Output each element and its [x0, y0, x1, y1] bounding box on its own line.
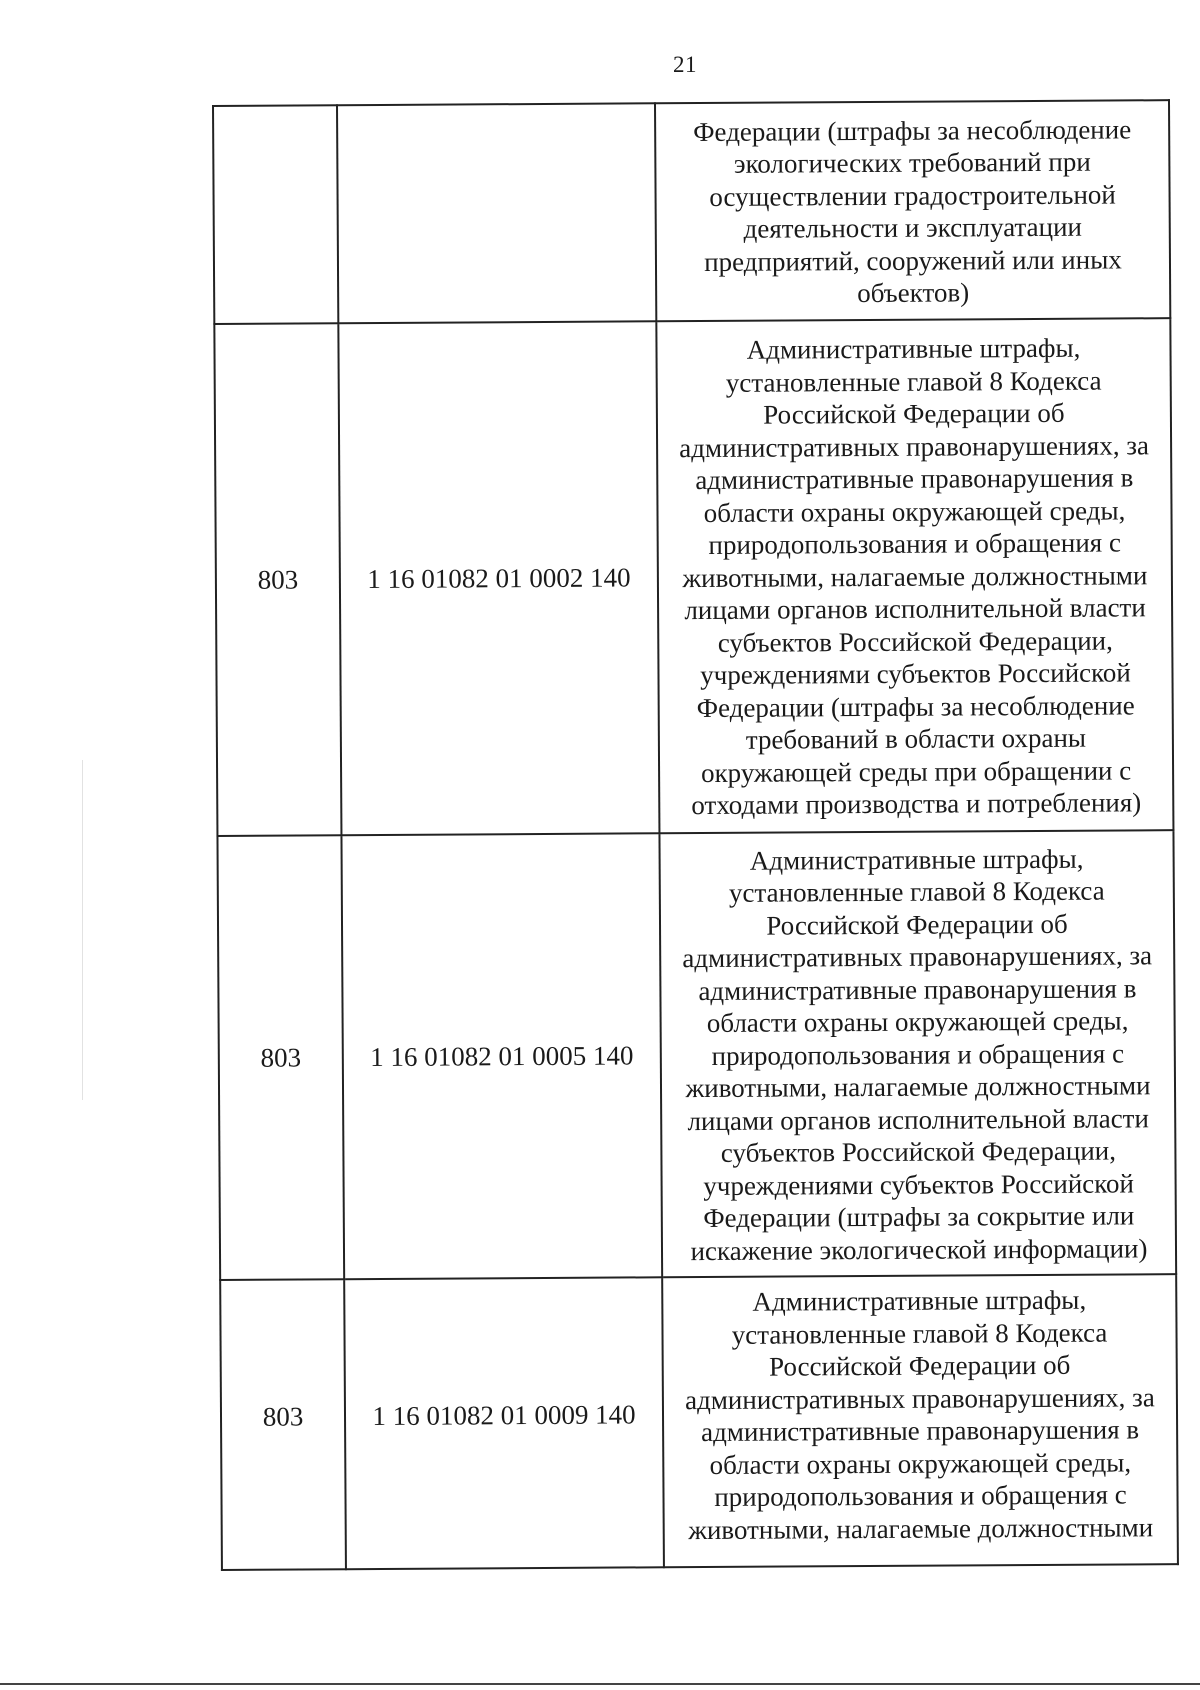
kbk-code-cell: 1 16 01082 01 0009 140	[344, 1277, 664, 1569]
table-row	[220, 1274, 1178, 1570]
revenue-name-text: Административные штрафы, установленные главой 8 Кодекса Российской Федерации об административных правонарушениях, за административные правонарушения в области охраны окружающей среды, природопользования и обращения с животными, налагаемые должностными лицами органов исполнительной власти субъектов Российской Федерации, учреждениями субъектов Российской Федерации (штрафы за несоблюдение требований в области охраны окружающей среды при обращении с отходами производства и потребления)	[679, 332, 1150, 821]
admin-code-cell	[213, 105, 338, 324]
budget-classification-table	[212, 99, 1179, 1571]
admin-code-cell: 803	[217, 835, 344, 1280]
kbk-code-cell	[337, 103, 656, 323]
admin-code-cell: 803	[214, 323, 341, 836]
admin-code-cell: 803	[220, 1279, 346, 1570]
revenue-name-cell	[656, 318, 1173, 833]
table-row	[213, 100, 1170, 324]
kbk-code-cell: 1 16 01082 01 0005 140	[341, 833, 662, 1279]
kbk-code-cell: 1 16 01082 01 0002 140	[338, 321, 659, 835]
revenue-name-text: Федерации (штрафы за несоблюдение экологических требований при осуществлении градостроительной деятельности и эксплуатации предприятий, сооружений или иных объектов)	[693, 113, 1132, 309]
page-bottom-rule	[0, 1683, 1200, 1685]
scan-artifact-line	[82, 760, 83, 1100]
table-row	[217, 830, 1176, 1280]
revenue-name-cell	[659, 830, 1176, 1277]
table-row	[214, 318, 1173, 836]
revenue-name-cell	[655, 100, 1170, 321]
table-body	[213, 100, 1178, 1570]
revenue-name-cell	[662, 1274, 1178, 1567]
page-number: 21	[673, 52, 697, 77]
revenue-name-text: Административные штрафы, установленные главой 8 Кодекса Российской Федерации об административных правонарушениях, за административные правонарушения в области охраны окружающей среды, природопользования и обращения с животными, налагаемые должностными	[684, 1284, 1155, 1545]
revenue-name-text: Административные штрафы, установленные главой 8 Кодекса Российской Федерации об административных правонарушениях, за административные правонарушения в области охраны окружающей среды, природопользования и обращения с животными, налагаемые должностными лицами органов исполнительной власти субъектов Российской Федерации, учреждениями субъектов Российской Федерации (штрафы за сокрытие или искажение экологической информации)	[682, 843, 1153, 1266]
